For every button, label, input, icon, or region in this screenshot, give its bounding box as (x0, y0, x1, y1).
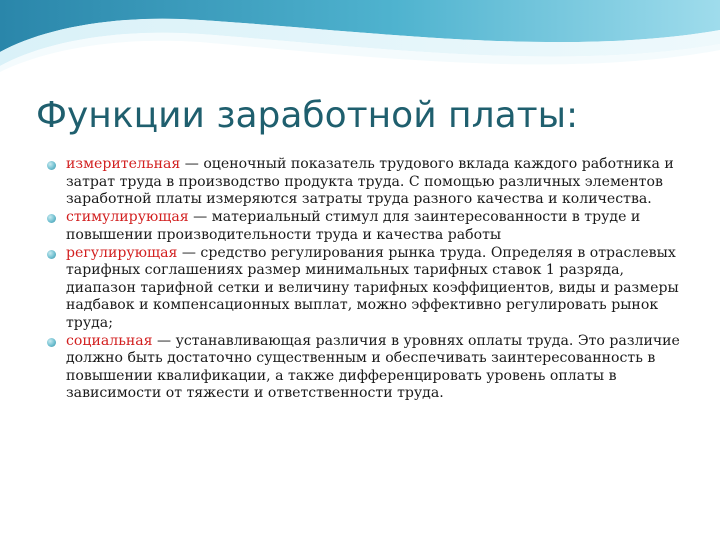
function-term: социальная (66, 332, 153, 349)
list-item (46, 333, 686, 403)
round-bullet-icon (47, 250, 56, 259)
header-wave-decoration (0, 0, 720, 90)
function-term: стимулирующая (66, 209, 189, 225)
list-item (46, 245, 686, 333)
list-item (46, 156, 686, 209)
slide-title: Функции заработной платы: (36, 95, 579, 136)
function-term: измерительная (66, 156, 181, 172)
function-description: — материальный стимул для заинтересованности в труде и повышении производительности труда и качества работы (66, 209, 641, 243)
round-bullet-icon (47, 214, 56, 223)
function-term: регулирующая (66, 244, 178, 261)
function-description: — оценочный показатель трудового вклада каждого работника и затрат труда в производство продукта труда. С помощью различных элементов заработной платы измеряются затраты труда разного качества и количества. (66, 156, 674, 207)
round-bullet-icon (47, 338, 56, 347)
function-description: — устанавливающая различия в уровнях оплаты труда. Это различие должно быть достаточно существенным и обеспечивать заинтересованность в повышении квалификации, а также дифференцировать уровень оплаты в зависимости от тяжести и ответственности труда. (66, 332, 680, 401)
list-item (46, 209, 686, 244)
round-bullet-icon (47, 161, 56, 170)
functions-list (46, 156, 686, 403)
function-description: — средство регулирования рынка труда. Определяя в отраслевых тарифных соглашениях размер минимальных тарифных ставок 1 разряда, диапазон тарифной сетки и величину тарифных коэффициентов, виды и размеры надбавок и компенсационных выплат, можно эффективно регулировать рынок труда; (66, 244, 679, 331)
